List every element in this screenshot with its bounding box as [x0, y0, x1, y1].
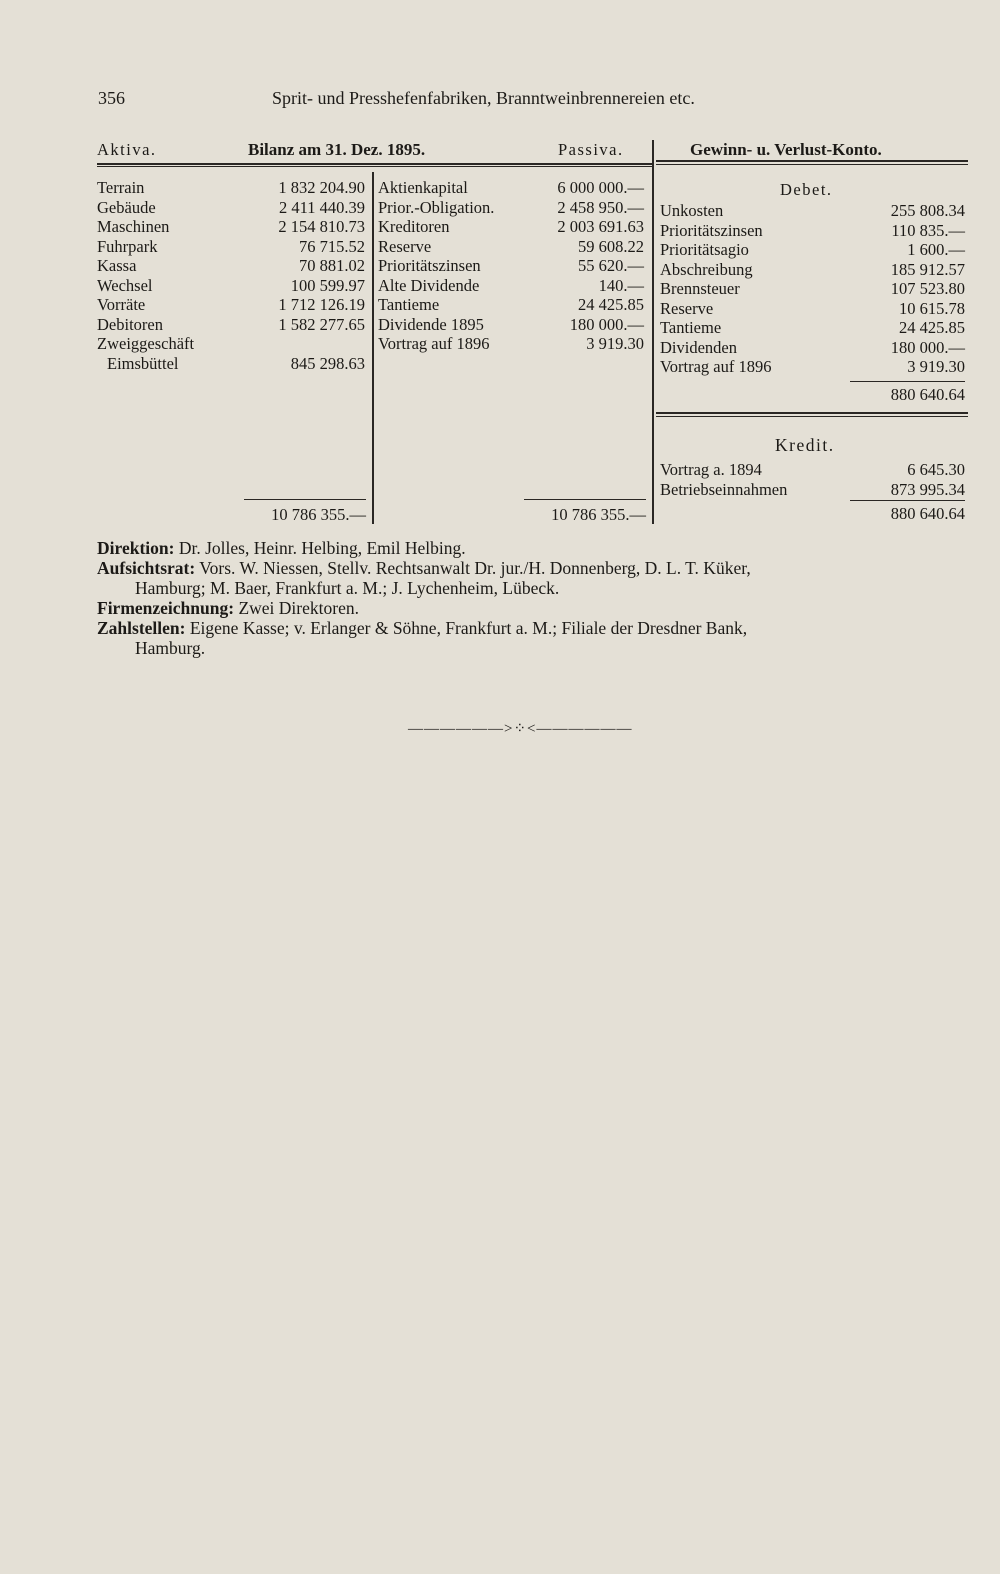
aktiva-item-name: Zweiggeschäft [97, 334, 195, 353]
kredit-total: 880 640.64 [890, 504, 965, 523]
passiva-item-value: 2 458 950.— [557, 197, 644, 217]
direktion-line [97, 538, 466, 558]
aktiva-row [97, 198, 365, 218]
page-number: 356 [98, 88, 125, 108]
passiva-item-value: 55 620.— [578, 256, 644, 275]
firmenzeichnung-label: Firmenzeichnung: [97, 598, 235, 618]
debet-item-name: Abschreibung [660, 259, 753, 279]
passiva-item-value: 2 003 691.63 [557, 217, 644, 236]
debet-item-value: 10 615.78 [899, 298, 965, 318]
passiva-row [378, 178, 644, 198]
kredit-item-value: 6 645.30 [907, 460, 965, 479]
passiva-item-value: 180 000.— [569, 314, 644, 334]
aktiva-item-name: Terrain [97, 178, 145, 197]
debet-item-name: Prioritätszinsen [660, 220, 763, 240]
passiva-list [378, 178, 644, 354]
debet-row [660, 221, 965, 241]
aktiva-row [97, 276, 365, 296]
aktiva-item-value: 76 715.52 [299, 236, 365, 256]
debet-row [660, 318, 965, 338]
aktiva-row [97, 217, 365, 237]
zahlstellen-text-2: Hamburg. [135, 638, 206, 658]
passiva-item-name: Kreditoren [378, 217, 450, 236]
aktiva-item-name: Vorräte [97, 295, 146, 314]
aktiva-item-name: Wechsel [97, 275, 153, 295]
passiva-total: 10 786 355.— [551, 505, 646, 524]
aktiva-item-value: 1 712 126.19 [278, 295, 365, 314]
kredit-row [660, 460, 965, 480]
debet-item-name: Vortrag auf 1896 [660, 357, 772, 376]
passiva-item-name: Aktienkapital [378, 178, 468, 197]
passiva-item-name: Vortrag auf 1896 [378, 334, 490, 353]
firmenzeichnung-line [97, 598, 359, 618]
kredit-total-rule [850, 500, 965, 501]
aktiva-item-value: 2 411 440.39 [278, 197, 365, 217]
aktiva-row [97, 354, 365, 374]
aktiva-item-name: Eimsbüttel [107, 353, 179, 373]
aktiva-item-value: 1 582 277.65 [278, 314, 365, 334]
kredit-label: Kredit. [775, 435, 835, 455]
gv-title: Gewinn- u. Verlust-Konto. [690, 140, 882, 159]
passiva-row [378, 315, 644, 335]
passiva-item-value: 59 608.22 [578, 236, 644, 256]
debet-item-value: 110 835.— [891, 220, 965, 240]
aktiva-total-rule [244, 499, 366, 500]
passiva-row [378, 198, 644, 218]
passiva-item-name: Dividende 1895 [378, 314, 484, 334]
aufsichtsrat-label: Aufsichtsrat: [97, 558, 196, 578]
aufsichtsrat-text-2: Hamburg; M. Baer, Frankfurt a. M.; J. Lychenheim, Lübeck. [135, 578, 560, 598]
bilanz-right-rule [652, 140, 654, 524]
aktiva-list [97, 178, 365, 373]
aktiva-row [97, 295, 365, 315]
debet-row [660, 240, 965, 260]
direktion-text: Dr. Jolles, Heinr. Helbing, Emil Helbing. [178, 538, 466, 558]
aktiva-item-name: Maschinen [97, 217, 170, 236]
aktiva-item-name: Fuhrpark [97, 236, 158, 256]
passiva-row [378, 334, 644, 354]
aktiva-item-name: Gebäude [97, 197, 156, 217]
direktion-label: Direktion: [97, 538, 175, 558]
debet-item-name: Reserve [660, 298, 714, 318]
debet-item-value: 24 425.85 [899, 318, 965, 337]
bilanz-header-rule [97, 163, 652, 165]
aktiva-row [97, 178, 365, 198]
bilanz-title: Bilanz am 31. Dez. 1895. [248, 140, 426, 159]
debet-item-value: 180 000.— [890, 337, 965, 357]
aktiva-row [97, 334, 365, 354]
bilanz-column-rule [372, 172, 374, 524]
aktiva-item-value: 845 298.63 [290, 353, 365, 373]
passiva-item-value: 140.— [598, 275, 644, 295]
passiva-item-name: Reserve [378, 236, 432, 256]
section-end-ornament: ——————>⁘<—————— [408, 721, 633, 737]
aktiva-label: Aktiva. [97, 140, 157, 159]
kredit-item-name: Vortrag a. 1894 [660, 460, 762, 479]
passiva-item-value: 6 000 000.— [557, 178, 644, 197]
kredit-separator-rule [656, 412, 968, 414]
debet-item-name: Dividenden [660, 337, 737, 357]
passiva-label: Passiva. [558, 140, 624, 159]
kredit-row [660, 480, 965, 500]
kredit-list [660, 460, 965, 499]
passiva-item-value: 3 919.30 [586, 334, 644, 353]
aktiva-item-value: 100 599.97 [290, 275, 365, 295]
kredit-separator-rule-2 [656, 416, 968, 417]
passiva-row [378, 276, 644, 296]
debet-total: 880 640.64 [890, 385, 965, 404]
debet-item-name: Prioritätsagio [660, 240, 749, 259]
aktiva-total: 10 786 355.— [271, 505, 366, 524]
bilanz-header-rule-2 [97, 166, 652, 167]
zahlstellen-line [97, 618, 747, 638]
debet-row [660, 279, 965, 299]
passiva-item-name: Prior.-Obligation. [378, 197, 495, 217]
debet-item-value: 255 808.34 [890, 201, 965, 220]
debet-item-value: 185 912.57 [890, 259, 965, 279]
passiva-item-name: Prioritätszinsen [378, 256, 481, 275]
debet-total-rule [850, 381, 965, 382]
passiva-item-value: 24 425.85 [578, 295, 644, 314]
gv-header-rule-2 [656, 164, 968, 165]
debet-row [660, 299, 965, 319]
kredit-item-value: 873 995.34 [890, 479, 965, 499]
debet-item-name: Brennsteuer [660, 279, 740, 298]
debet-item-value: 3 919.30 [907, 357, 965, 376]
debet-item-name: Tantieme [660, 318, 722, 337]
debet-item-value: 1 600.— [907, 240, 965, 259]
zahlstellen-label: Zahlstellen: [97, 618, 186, 638]
debet-row [660, 201, 965, 221]
gv-header-rule [656, 160, 968, 162]
debet-label: Debet. [780, 180, 833, 199]
aktiva-item-value: 2 154 810.73 [278, 217, 365, 236]
passiva-row [378, 237, 644, 257]
passiva-row [378, 295, 644, 315]
debet-list [660, 201, 965, 377]
debet-item-value: 107 523.80 [890, 279, 965, 298]
zahlstellen-text-1: Eigene Kasse; v. Erlanger & Söhne, Frankfurt a. M.; Filiale der Dresdner Bank, [189, 618, 748, 638]
debet-row [660, 260, 965, 280]
aufsichtsrat-line [97, 558, 751, 578]
aktiva-row [97, 237, 365, 257]
running-title: Sprit- und Presshefenfabriken, Branntweinbrennereien etc. [272, 88, 695, 108]
debet-item-name: Unkosten [660, 201, 724, 220]
aufsichtsrat-text-1: Vors. W. Niessen, Stellv. Rechtsanwalt Dr. jur./H. Donnenberg, D. L. T. Küker, [199, 558, 751, 578]
debet-row [660, 338, 965, 358]
debet-row [660, 357, 965, 377]
aktiva-row [97, 256, 365, 276]
passiva-item-name: Tantieme [378, 295, 440, 314]
passiva-row [378, 256, 644, 276]
kredit-item-name: Betriebseinnahmen [660, 479, 788, 499]
aktiva-item-value: 1 832 204.90 [278, 178, 365, 197]
aktiva-item-name: Kassa [97, 256, 137, 275]
passiva-item-name: Alte Dividende [378, 275, 480, 295]
passiva-row [378, 217, 644, 237]
aktiva-item-name: Debitoren [97, 314, 163, 334]
passiva-total-rule [524, 499, 646, 500]
aktiva-item-value: 70 881.02 [299, 256, 365, 275]
firmenzeichnung-text: Zwei Direktoren. [238, 598, 359, 618]
aktiva-row [97, 315, 365, 335]
